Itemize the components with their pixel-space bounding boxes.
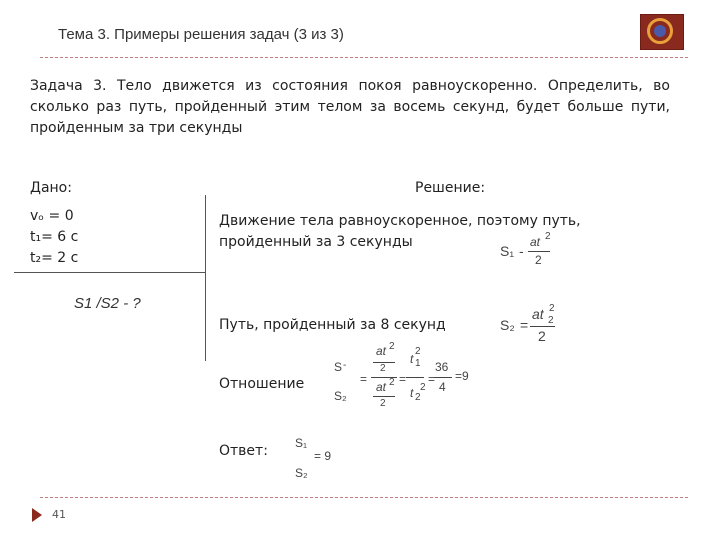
- arrow-icon: [32, 508, 42, 522]
- given-t2: t₂= 2 с: [30, 250, 79, 266]
- page-number: 41: [52, 508, 66, 521]
- slide-title: Тема 3. Примеры решения задач (3 из 3): [58, 26, 344, 43]
- footer-divider: [40, 497, 688, 498]
- given-t1: t₁= 6 с: [30, 229, 79, 245]
- table-horizontal-line: [14, 272, 205, 273]
- task-text: Задача 3. Тело движется из состояния покоя равноускоренно. Определить, во сколько раз путь, пройденный этим телом за восемь секунд, будет больше пути, пройденным за три секунды: [30, 78, 670, 136]
- ratio-label: Отношение: [219, 376, 305, 392]
- header-divider: [40, 57, 688, 58]
- solution-line1: Движение тела равноускоренное, поэтому путь,: [219, 213, 581, 229]
- find-text: S1 /S2 - ?: [74, 295, 141, 312]
- table-vertical-line: [205, 195, 206, 361]
- answer-label: Ответ:: [219, 443, 268, 459]
- given-label: Дано:: [30, 180, 72, 196]
- logo-icon: [640, 14, 684, 50]
- given-v0: vₒ = 0: [30, 208, 74, 224]
- solution-line2: пройденный за 3 секунды: [219, 234, 413, 250]
- solution-label: Решение:: [415, 180, 486, 196]
- solution-line3: Путь, пройденный за 8 секунд: [219, 317, 446, 333]
